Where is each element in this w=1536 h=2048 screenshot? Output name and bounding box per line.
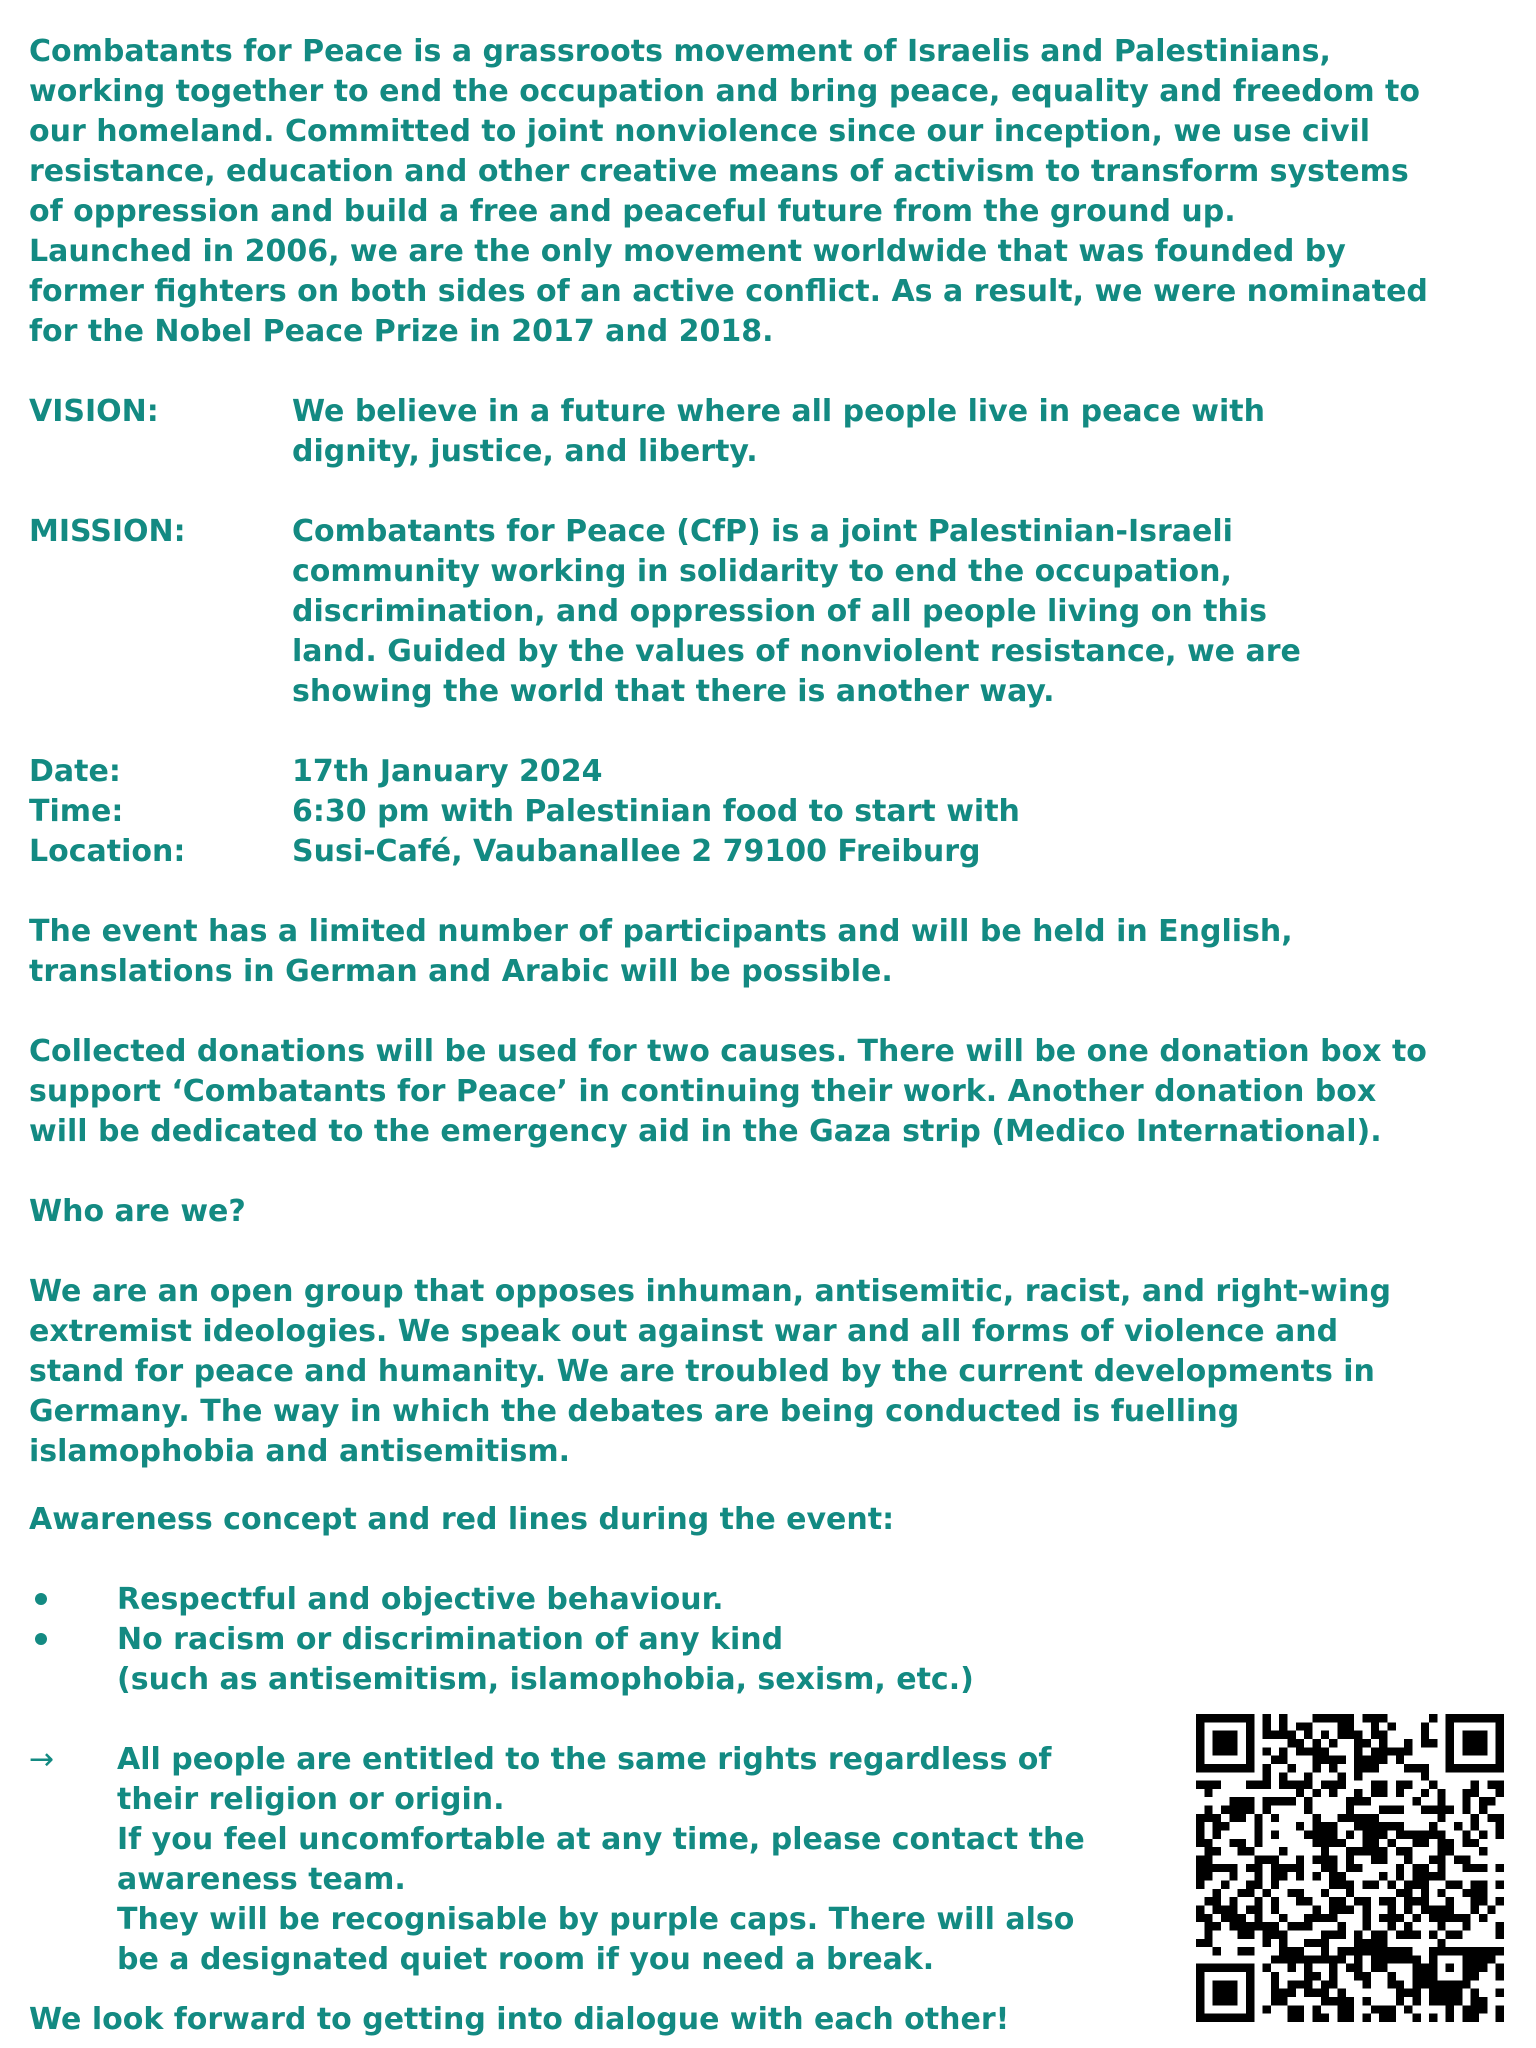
intro-paragraph: Combatants for Peace is a grassroots movement of Israelis and Palestinians, working together to end the occupation and bring peace, equality and freedom to our homeland. Committed to joint nonviolence since our inception, we use civil resistance, education and other creative means of activism to transform systems of oppression and build a free and peaceful future from the ground up. Launched in 2006, we are the only movement worldwide that was founded by former fighters on both sides of an active conflict. As a result, we were nominated for the Nobel Peace Prize in 2017 and 2018. — [29, 34, 1428, 349]
qr-code-icon[interactable] — [1196, 1714, 1504, 2022]
closing-line: We look forward to getting into dialogue with each other! — [29, 2002, 1010, 2037]
mission-text: Combatants for Peace (CfP) is a joint Palestinian-Israeli community working in solidarity to end the occupation, discrimination, and oppression of all people living on this land. Guided by the values of nonviolent resistance, we are showing the world that there is another way. — [292, 514, 1301, 709]
right-arrow-icon: → — [29, 1742, 55, 1777]
rights-text: All people are entitled to the same rights regardless of their religion or origin. If you feel uncomfortable at any time, please contact the awareness team. They will be recognisable by purple caps. There will also be a designated quiet room if you need a break. — [117, 1742, 1085, 1977]
date-value: 17th January 2024 — [292, 754, 603, 789]
who-heading: Who are we? — [29, 1194, 246, 1229]
who-text: We are an open group that opposes inhuman, antisemitic, racist, and right-wing extremist ideologies. We speak out against war and all forms of violence and stand for peace and humanity. We are troubled by the current developments in Germany. The way in which the debates are being conducted is fuelling islamophobia and antisemitism. — [29, 1274, 1391, 1469]
location-label: Location: — [29, 834, 186, 869]
donations-note: Collected donations will be used for two causes. There will be one donation box to support ‘Combatants for Peace’ in continuing their work. Another donation box will be dedicated to the emergency aid in the Gaza strip (Medico International). — [29, 1034, 1427, 1149]
mission-label: MISSION: — [29, 514, 186, 549]
vision-text: We believe in a future where all people live in peace with dignity, justice, and liberty. — [292, 394, 1265, 469]
time-label: Time: — [29, 794, 124, 829]
bullet-icon — [35, 1620, 47, 1660]
awareness-heading: Awareness concept and red lines during the event: — [29, 1502, 895, 1537]
time-value: 6:30 pm with Palestinian food to start with — [292, 794, 1020, 829]
rule-text: No racism or discrimination of any kind (such as antisemitism, islamophobia, sexism, etc.) — [117, 1622, 974, 1697]
participants-note: The event has a limited number of participants and will be held in English, translations in German and Arabic will be possible. — [29, 914, 1293, 989]
vision-label: VISION: — [29, 394, 159, 429]
bullet-icon — [35, 1580, 47, 1620]
rule-text: Respectful and objective behaviour. — [117, 1582, 724, 1617]
date-label: Date: — [29, 754, 121, 789]
location-value: Susi-Café, Vaubanallee 2 79100 Freiburg — [292, 834, 981, 869]
